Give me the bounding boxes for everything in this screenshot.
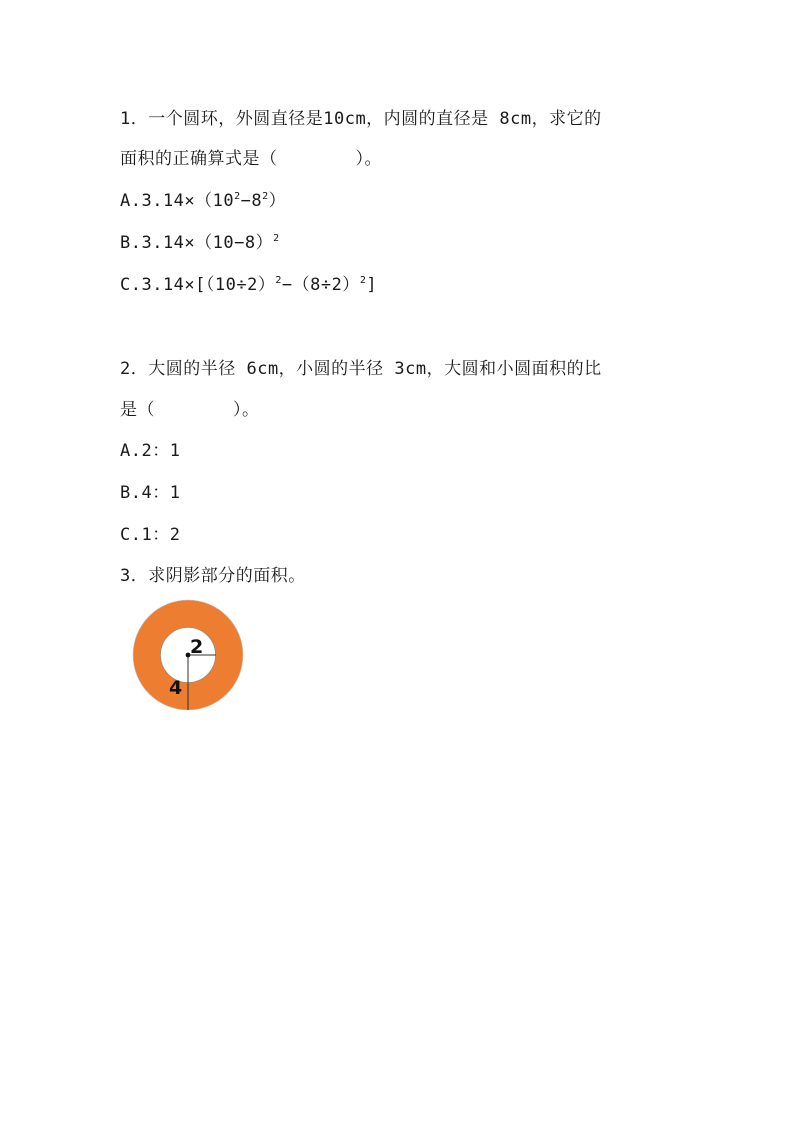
q2-stem-line2-end: ）。 (233, 400, 260, 420)
inner-radius-label: 2 (190, 636, 204, 658)
annulus-diagram (128, 596, 252, 720)
q1-stem-line2 (120, 148, 382, 170)
q1-option-a-exponent-2: 2 (262, 191, 269, 202)
q2-stem-line2-text: 是（ (120, 400, 155, 420)
q2-stem-line1: 2．大圆的半径 6cm，小圆的半径 3cm，大圆和小圆面积的比 (120, 359, 602, 379)
q2-option-a: A.2：1 (120, 441, 181, 461)
q1-option-c (120, 274, 377, 296)
q1-stem-line2-end: ）。 (355, 149, 382, 169)
q1-option-a (120, 190, 286, 212)
outer-radius-label: 4 (169, 677, 183, 699)
q3-stem: 3．求阴影部分的面积。 (120, 566, 306, 586)
q1-option-a-text: A.3.14×（10 (120, 191, 235, 211)
q1-option-b (120, 232, 280, 254)
q1-option-a-exponent-1: 2 (234, 191, 241, 202)
q1-option-b-text: B.3.14×（10−8） (120, 233, 274, 253)
q1-option-c-mid: −（8÷2） (281, 275, 360, 295)
q1-option-b-exponent: 2 (273, 233, 280, 244)
q1-option-c-exponent-1: 2 (275, 275, 282, 286)
q1-stem-line2-text: 面积的正确算式是（ (120, 149, 278, 169)
q2-option-c: C.1：2 (120, 525, 181, 545)
q1-option-a-close: ） (268, 191, 287, 211)
q1-option-c-close: ] (366, 275, 378, 295)
q1-option-a-mid: −8 (240, 191, 263, 211)
q2-stem-line2 (120, 399, 260, 421)
q2-option-b: B.4：1 (120, 483, 181, 503)
annulus-figure (128, 596, 252, 720)
q1-stem-line1: 1．一个圆环，外圆直径是10cm，内圆的直径是 8cm，求它的 (120, 109, 602, 129)
q1-option-c-text: C.3.14×[（10÷2） (120, 275, 276, 295)
q1-option-c-exponent-2: 2 (359, 275, 367, 286)
